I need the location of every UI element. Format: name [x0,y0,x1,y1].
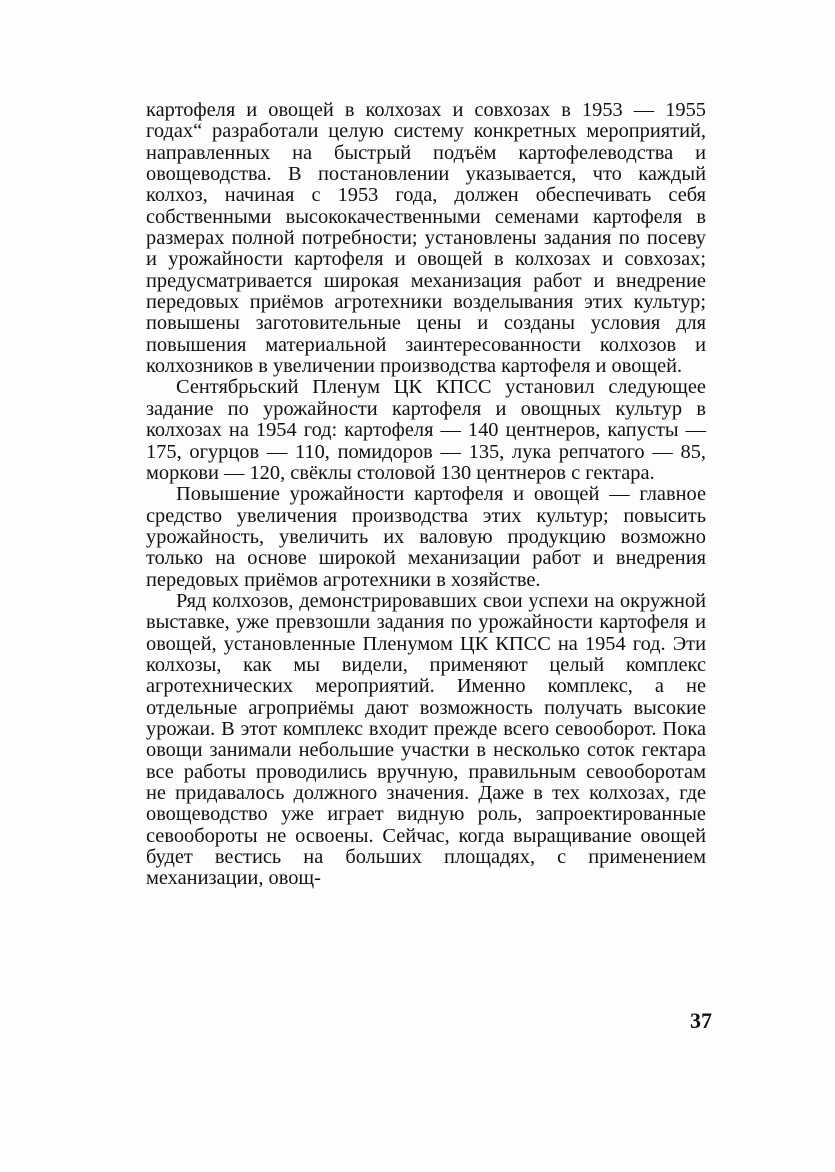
paragraph-plenum-yield-targets: Сентябрьский Пленум ЦК КПСС установил следующее задание по урожайности картофеля и овощных культур в колхозах на 1954 год: картофеля — 140 центнеров, капусты — 175, огурцов — 110, помидоров — 135, лука репчатого — 85, моркови — 120, свёклы столовой 130 центнеров с гектара. [146,376,706,484]
paragraph-collective-farms-crop-rotation: Ряд колхозов, демонстрировавших свои успехи на окружной выставке, уже превзошли задания по урожайности картофеля и овощей, установленные Пленумом ЦК КПСС на 1954 год. Эти колхозы, как мы видели, применяют целый комплекс агротехнических мероприятий. Именно комплекс, а не отдельные агроприёмы дают возможность получать высокие урожаи. В этот комплекс входит прежде всего севооборот. Пока овощи занимали небольшие участки в несколько соток гектара все работы проводились вручную, правильным севооборотам не придавалось должного значения. Даже в тех колхозах, где овощеводство уже играет видную роль, запроектированные севообороты не освоены. Сейчас, когда выращивание овощей будет вестись на больших площадях, с применением механизации, овощ- [146,589,706,890]
paragraph-yield-increase: Повышение урожайности картофеля и овощей — главное средство увеличения производства этих культур; повысить урожайность, увеличить их валовую продукцию возможно только на основе широкой механизации работ и внедрения передовых приёмов агротехники в хозяйстве. [146,483,706,591]
body-text [146,100,706,890]
page-number: 37 [690,1008,712,1033]
paragraph-potato-vegetable-measures: картофеля и овощей в колхозах и совхозах в 1953 — 1955 годах“ разработали целую систему конкретных мероприятий, направленных на быстрый подъём картофелеводства и овощеводства. В постановлении указывается, что каждый колхоз, начиная с 1953 года, должен обеспечивать себя собственными высококачественными семенами картофеля в размерах полной потребности; установлены задания по посеву и урожайности картофеля и овощей в колхозах и совхозах; предусматривается широкая механизация работ и внедрение передовых приёмов агротехники возделывания этих культур; повышены заготовительные цены и созданы условия для повышения материальной заинтересованности колхозов и колхозников в увеличении производства картофеля и овощей. [146,99,706,378]
